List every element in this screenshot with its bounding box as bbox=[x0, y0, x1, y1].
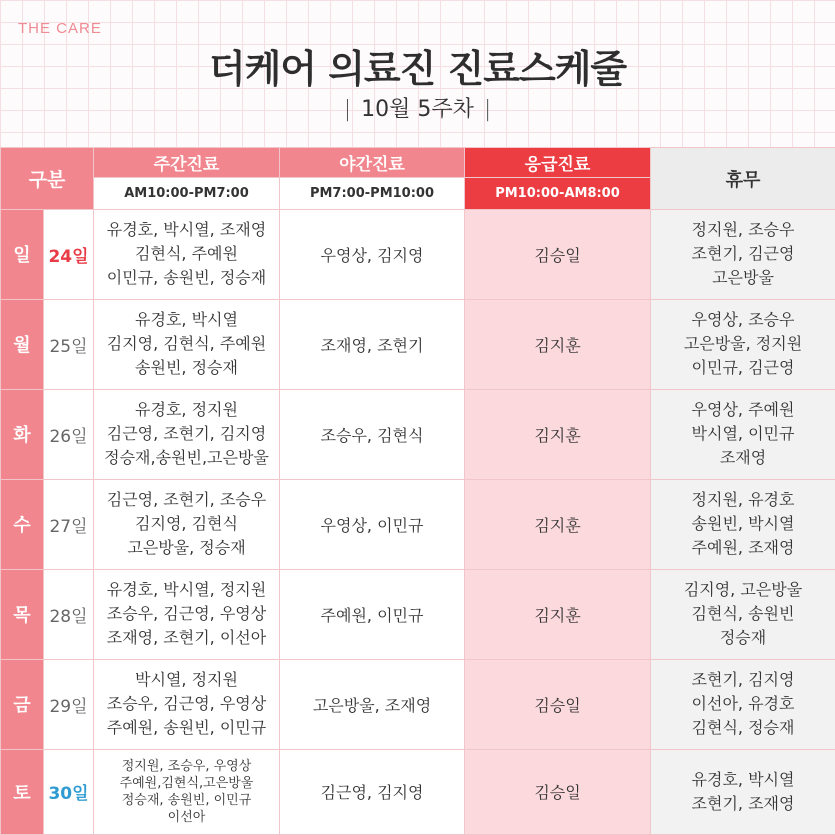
day-staff bbox=[94, 479, 280, 569]
header-gubun: 구분 bbox=[1, 148, 94, 210]
staff-line: 김현식, 정승재 bbox=[691, 718, 795, 738]
date: 30일 bbox=[44, 749, 94, 834]
staff-line: 송원빈, 정승재 bbox=[135, 358, 238, 378]
week-subtitle: | 10월 5주차 | bbox=[343, 97, 492, 122]
staff-line: 유경호, 박시열 bbox=[135, 310, 238, 330]
date: 29일 bbox=[44, 659, 94, 749]
emergency-staff: 김지훈 bbox=[465, 479, 651, 569]
staff-line: 김현식, 주예원 bbox=[135, 244, 238, 264]
staff-line: 조현기, 조재영 bbox=[691, 793, 795, 813]
table-row bbox=[1, 749, 835, 834]
night-staff: 주예원, 이민규 bbox=[280, 569, 465, 659]
emergency-staff: 김지훈 bbox=[465, 299, 651, 389]
table-row bbox=[1, 479, 835, 569]
staff-line: 김근영, 조현기, 조승우 bbox=[106, 490, 267, 510]
emergency-staff: 김지훈 bbox=[465, 569, 651, 659]
off-staff bbox=[651, 749, 835, 834]
day-staff bbox=[94, 569, 280, 659]
emergency-staff: 김지훈 bbox=[465, 389, 651, 479]
emergency-staff: 김승일 bbox=[465, 749, 651, 834]
day-of-week: 화 bbox=[1, 389, 44, 479]
header-night-care: 야간진료 bbox=[280, 148, 465, 178]
header-emergency-care: 응급진료 bbox=[465, 148, 651, 178]
table-row bbox=[1, 569, 835, 659]
table-row bbox=[1, 659, 835, 749]
day-staff bbox=[94, 659, 280, 749]
off-staff bbox=[651, 210, 835, 300]
day-of-week: 토 bbox=[1, 749, 44, 834]
staff-line: 주예원, 송원빈, 이민규 bbox=[106, 718, 267, 738]
brand-logo-text: THE CARE bbox=[18, 20, 102, 37]
table-row bbox=[1, 299, 835, 389]
emergency-staff: 김승일 bbox=[465, 210, 651, 300]
emergency-staff: 김승일 bbox=[465, 659, 651, 749]
staff-line: 조재영, 조현기, 이선아 bbox=[106, 628, 267, 648]
header-day-time: AM10:00-PM7:00 bbox=[94, 178, 280, 210]
off-staff bbox=[651, 299, 835, 389]
staff-line: 우영상, 조승우 bbox=[691, 310, 795, 330]
staff-line: 유경호, 정지원 bbox=[135, 400, 238, 420]
staff-line: 김현식, 송원빈 bbox=[691, 604, 795, 624]
date: 24일 bbox=[44, 210, 94, 300]
day-staff bbox=[94, 389, 280, 479]
staff-line: 박시열, 이민규 bbox=[691, 424, 795, 444]
header-night-time: PM7:00-PM10:00 bbox=[280, 178, 465, 210]
night-staff: 우영상, 이민규 bbox=[280, 479, 465, 569]
staff-line: 정지원, 조승우, 우영상 bbox=[121, 758, 252, 774]
off-staff bbox=[651, 389, 835, 479]
table-row bbox=[1, 389, 835, 479]
staff-line: 유경호, 박시열 bbox=[691, 769, 795, 789]
staff-line: 이민규, 송원빈, 정승재 bbox=[106, 268, 267, 288]
staff-line: 이선아 bbox=[167, 809, 206, 825]
staff-line: 정승재 bbox=[719, 628, 767, 648]
off-staff bbox=[651, 569, 835, 659]
day-staff bbox=[94, 299, 280, 389]
staff-line: 정지원, 조승우 bbox=[691, 220, 795, 240]
header-emergency-time: PM10:00-AM8:00 bbox=[465, 178, 651, 210]
staff-line: 김지영, 고은방울 bbox=[683, 580, 803, 600]
staff-line: 이선아, 유경호 bbox=[691, 694, 795, 714]
off-staff bbox=[651, 479, 835, 569]
schedule-table bbox=[0, 147, 835, 835]
night-staff: 김근영, 김지영 bbox=[280, 749, 465, 834]
day-of-week: 목 bbox=[1, 569, 44, 659]
staff-line: 조승우, 김근영, 우영상 bbox=[106, 604, 267, 624]
staff-line: 고은방울, 정지원 bbox=[683, 334, 803, 354]
page-title: 더케어 의료진 진료스케줄 bbox=[208, 47, 627, 91]
staff-line: 이민규, 김근영 bbox=[691, 358, 795, 378]
staff-line: 정승재,송원빈,고은방울 bbox=[104, 448, 269, 468]
off-staff bbox=[651, 659, 835, 749]
table-row bbox=[1, 210, 835, 300]
staff-line: 유경호, 박시열, 정지원 bbox=[106, 580, 267, 600]
staff-line: 조현기, 김지영 bbox=[691, 670, 795, 690]
day-of-week: 월 bbox=[1, 299, 44, 389]
staff-line: 유경호, 박시열, 조재영 bbox=[106, 220, 267, 240]
date: 27일 bbox=[44, 479, 94, 569]
staff-line: 주예원, 조재영 bbox=[691, 538, 795, 558]
staff-line: 조승우, 김근영, 우영상 bbox=[106, 694, 267, 714]
staff-line: 주예원,김현식,고은방울 bbox=[119, 775, 254, 791]
date: 28일 bbox=[44, 569, 94, 659]
week-label: 10월 5주차 bbox=[361, 97, 474, 122]
day-of-week: 금 bbox=[1, 659, 44, 749]
staff-line: 고은방울, 정승재 bbox=[127, 538, 246, 558]
staff-line: 송원빈, 박시열 bbox=[691, 514, 795, 534]
staff-line: 조재영 bbox=[719, 448, 767, 468]
staff-line: 고은방울 bbox=[712, 268, 774, 288]
staff-line: 김지영, 김현식, 주예원 bbox=[106, 334, 267, 354]
day-of-week: 일 bbox=[1, 210, 44, 300]
header-day-care: 주간진료 bbox=[94, 148, 280, 178]
day-staff bbox=[94, 749, 280, 834]
staff-line: 김근영, 조현기, 김지영 bbox=[106, 424, 267, 444]
staff-line: 김지영, 김현식 bbox=[135, 514, 238, 534]
date: 25일 bbox=[44, 299, 94, 389]
night-staff: 조재영, 조현기 bbox=[280, 299, 465, 389]
staff-line: 우영상, 주예원 bbox=[691, 400, 795, 420]
night-staff: 우영상, 김지영 bbox=[280, 210, 465, 300]
night-staff: 고은방울, 조재영 bbox=[280, 659, 465, 749]
staff-line: 박시열, 정지원 bbox=[135, 670, 238, 690]
header-off-duty: 휴무 bbox=[651, 148, 835, 210]
night-staff: 조승우, 김현식 bbox=[280, 389, 465, 479]
day-of-week: 수 bbox=[1, 479, 44, 569]
day-staff bbox=[94, 210, 280, 300]
staff-line: 조현기, 김근영 bbox=[691, 244, 795, 264]
staff-line: 정승재, 송원빈, 이민규 bbox=[121, 792, 252, 808]
date: 26일 bbox=[44, 389, 94, 479]
staff-line: 정지원, 유경호 bbox=[691, 490, 795, 510]
